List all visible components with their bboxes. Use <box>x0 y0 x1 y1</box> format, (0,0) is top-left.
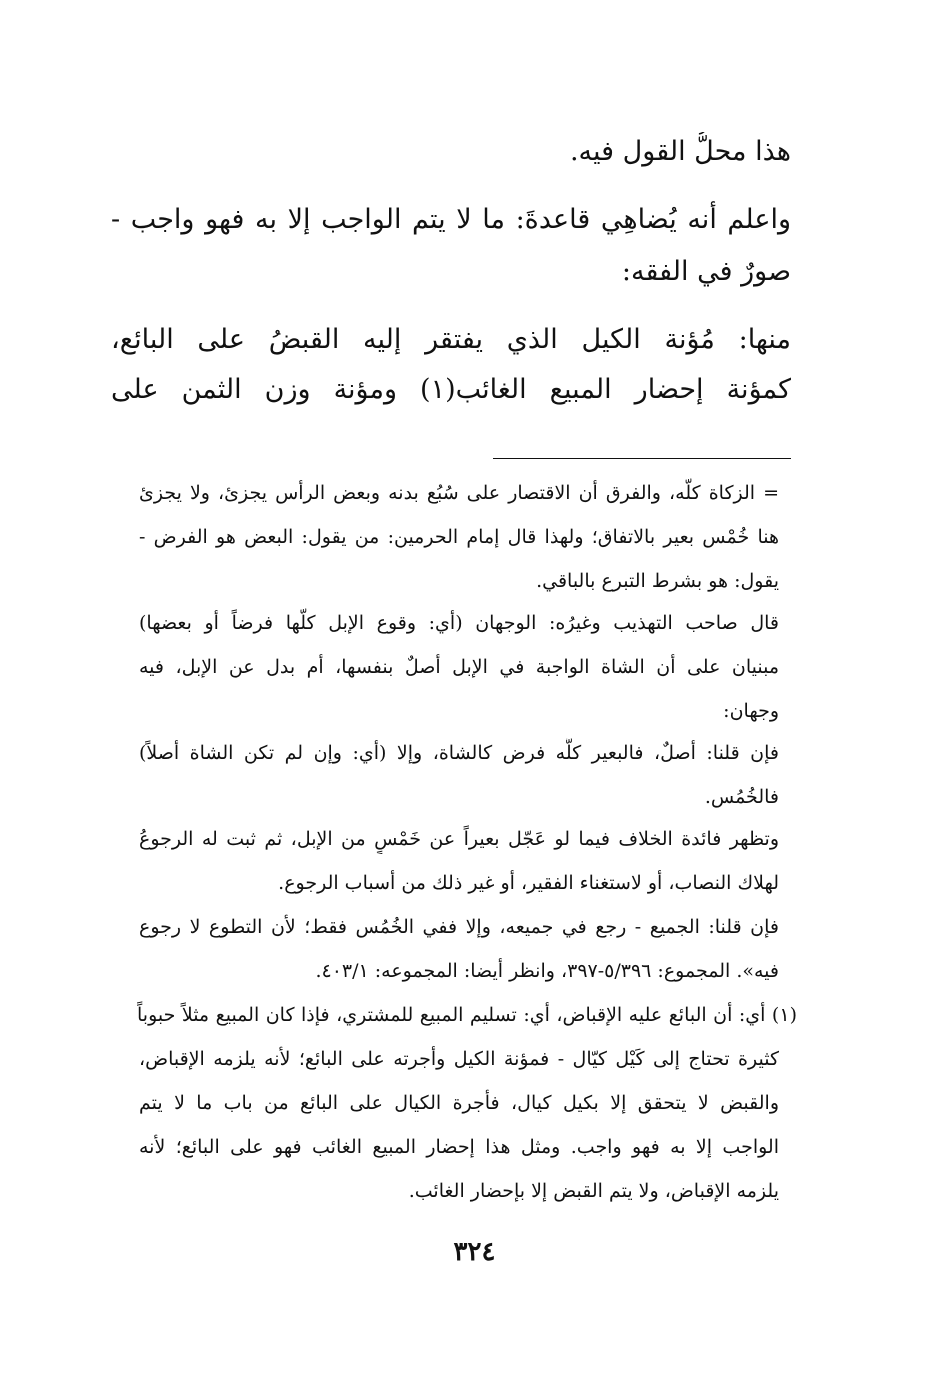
footnote-1-line-1: (١) أي: أن البائع عليه الإقباض، أي: تسليم المبيع للمشتري، فإذا كان المبيع مثلاً حبوباً <box>137 1004 797 1026</box>
footnote-1-line-3: والقبض لا يتحقق إلا بكيل كيال، فأجرة الكيال على البائع من باب ما لا يتم <box>139 1092 779 1114</box>
footnote-line-3: يقول: هو بشرط التبرع بالباقي. <box>536 570 779 592</box>
footnote-1-line-2: كثيرة تحتاج إلى كَيْل كيّال - فمؤنة الكيل وأجرته على البائع؛ لأنه يلزمه الإقباض، <box>139 1048 779 1070</box>
footnote-line-5: مبنيان على أن الشاة الواجبة في الإبل أصلٌ بنفسها، أم بدل عن الإبل، فيه <box>139 656 779 678</box>
footnote-line-11: فإن قلنا: الجميع - رجع في جميعه، وإلا ففي الخُمُس فقط؛ لأن التطوع لا رجوع <box>139 916 779 938</box>
main-line-3: صورٌ في الفقه: <box>621 256 791 287</box>
footnote-line-1: = الزكاة كلّه، والفرق أن الاقتصار على سُبُع بدنه وبعض الرأس يجزئ، ولا يجزئ <box>139 482 779 504</box>
footnote-line-9: وتظهر فائدة الخلاف فيما لو عَجّل بعيراً عن خَمْسٍ من الإبل، ثم ثبت له الرجوعُ <box>139 828 779 850</box>
footnote-line-2: هنا خُمْس بعير بالاتفاق؛ ولهذا قال إمام الحرمين: من يقول: البعض هو الفرض - <box>139 526 779 548</box>
page-number: ٣٢٤ <box>453 1237 496 1267</box>
main-line-4: منها: مُؤنة الكيل الذي يفتقر إليه القبضُ على البائع، <box>111 324 791 355</box>
footnote-line-4: قال صاحب التهذيب وغيرُه: الوجهان (أي: وقوع الإبل كلّها فرضاً أو بعضها) <box>139 612 779 634</box>
footnote-separator <box>493 458 791 459</box>
main-line-1: هذا محلُّ القول فيه. <box>569 136 791 167</box>
footnote-line-7: فإن قلنا: أصلٌ، فالبعير كلُّه فرض كالشاة، وإلا (أي: وإن لم تكن الشاة أصلاً) <box>139 742 779 764</box>
footnote-1-line-4: الواجب إلا به فهو واجب. ومثل هذا إحضار المبيع الغائب فهو على البائع؛ لأنه <box>139 1136 779 1158</box>
footnote-line-12: فيه». المجموع: ٥/٣٩٦-٣٩٧، وانظر أيضا: المجموعه: ٤٠٣/١. <box>315 960 779 982</box>
footnote-1-line-5: يلزمه الإقباض، ولا يتم القبض إلا بإحضار الغائب. <box>408 1180 779 1202</box>
footnote-line-8: فالخُمُس. <box>704 786 779 808</box>
footnote-line-6: وجهان: <box>723 700 779 722</box>
footnote-line-10: لهلاك النصاب، أو لاستغناء الفقير، أو غير ذلك من أسباب الرجوع. <box>278 872 779 894</box>
main-line-5: كمؤنة إحضار المبيع الغائب(١) ومؤنة وزن الثمن على <box>111 374 791 405</box>
main-line-2: واعلم أنه يُضاهِي قاعدةَ: ما لا يتم الواجب إلا به فهو واجب - <box>111 204 791 235</box>
